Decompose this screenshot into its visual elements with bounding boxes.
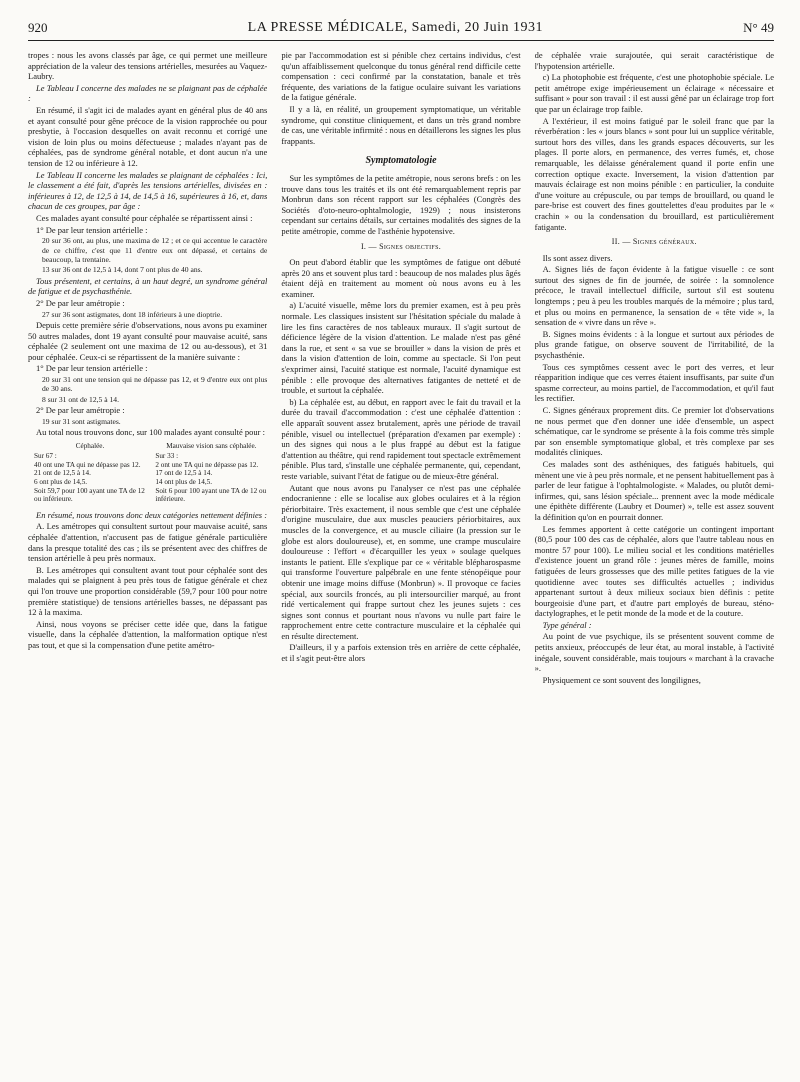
subsection-title: I. — Signes objectifs.	[360, 241, 442, 251]
paragraph: Au total nous trouvons donc, sur 100 malades ayant consulté pour :	[36, 427, 265, 438]
paragraph: 20 sur 31 ont une tension qui ne dépasse pas 12, et 9 d'entre eux ont plus de 30 ans.	[42, 374, 268, 394]
paragraph: 1° De par leur tension artérielle :	[36, 224, 148, 235]
column-2	[281, 50, 520, 1072]
page-header	[28, 16, 774, 41]
paragraph: A. Signes liés de façon évidente à la fatigue visuelle : ce sont surtout des signes de fin de journée, de soirée : la somnolence précoce, le travail intellectuel difficile, surtout s'il est soutenu longtemps ; peu à peu les troubles marqués de la mémoire ; plus tard, et plus ou moins en permanence, la sensation de « tête vide », la sensation de « vivre dans un rêve ».	[534, 264, 774, 328]
journal-title: LA PRESSE MÉDICALE, Samedi, 20 Juin 1931	[247, 20, 543, 35]
table-cell: Sur 33 : 2 ont une TA qui ne dépasse pas 12. 17 ont de 12,5 à 14. 14 ont plus de 14,5. Soit 6 pour 100 ayant une TA de 12 ou inférieure.	[155, 452, 267, 504]
paragraph: c) La photophobie est fréquente, c'est une photophobie spéciale. Le petit amétrope exige impérieusement un éclairage « nécessaire et suffisant » pour son travail : il est aussi gêné par un éclairage trop fort que par un éclairage trop faible.	[534, 72, 774, 114]
summary-table	[34, 442, 267, 504]
paragraph: 2° De par leur amétropie :	[36, 297, 125, 308]
paragraph: C. Signes généraux proprement dits. Ce premier lot d'observations ne nous permet que d'en donner une idée d'ensemble, un aspect schématique, car le syndrome se présente à la fois comme très simple par son ensemble symptomatique global, et très complexe par ses modalités cliniques.	[534, 405, 774, 458]
article-columns	[28, 50, 774, 1072]
paragraph: Le Tableau I concerne des malades ne se plaignant pas de céphalée :	[28, 82, 268, 104]
paragraph: 8 sur 31 ont de 12,5 à 14.	[42, 394, 119, 404]
paragraph: Sur les symptômes de la petite amétropie, nous serons brefs : on les trouve dans tous les traités et ils ont été remarquablement repris par Monbrun dans son récent rapport sur les céphalées (Congrès des Sociétés d'oto-neuro-ophtalmologie, 1929) ; nous insisterons cependant sur certains détails, sur certaines modalités des signes de la petite amétropie, comme de l'asthénie hypotensive.	[281, 172, 521, 236]
paragraph: B. Les amétropes qui consultent avant tout pour céphalée sont des malades qui se plaignent à peu près tous de fatigue générale et chez qui l'on trouve une proportion considérable (59,7 pour 100 pour notre première statistique) de tensions artérielles basses, ne dépassant pas 12 à la maxima.	[28, 564, 268, 618]
table-col-cephalee	[34, 442, 146, 504]
paragraph: Type général :	[542, 619, 592, 630]
paragraph: On peut d'abord établir que les symptômes de fatigue ont débuté après 20 ans et souvent plus tard : beaucoup de nos malades plus âgés étaient déjà en traitement au moment où nous avons eu à les examiner.	[281, 257, 521, 299]
paragraph: Depuis cette première série d'observations, nous avons pu examiner 50 autres malades, dont 19 ayant consulté pour mauvaise acuité, sans céphalée (2 seulement ont une maxima de 12 ou au-dessous), et 31 pour céphalée. Ceux-ci se répartissent de la manière suivante :	[28, 319, 268, 362]
page-number: 920	[28, 20, 48, 35]
paragraph: A l'extérieur, il est moins fatigué par le soleil franc que par la réverbération : les « jours blancs » sont pour lui un supplice véritable, surtout hors des villes, dans les grands espaces découverts, sur les plages. Il porte alors, en permanence, des verres fumés, et, chose remarquable, les délaisse généralement quand il porte enfin une correction optique exacte. Inversement, la vision d'attention par mauvais éclairage est non moins pénible : en particulier, la conduite d'une voiture au crépuscule, ou par temps de brouillard, ou quand le pare-brise est couvert des fines gouttelettes d'eau produites par le « crachin » ou la condensation du brouillard, est particulièrement fatigante.	[534, 115, 774, 232]
column-1	[28, 50, 267, 1072]
table-col-vision	[155, 442, 267, 504]
issue-number: N° 49	[743, 20, 774, 35]
section-title: Symptomatologie	[365, 155, 437, 167]
paragraph: Le Tableau II concerne les malades se plaignant de céphalées : Ici, le classement a été fait, d'après les tensions artérielles, divisées en : inférieures à 12, de 12,5 à 14, de 14,5 à 16, supérieures à 16, et, dans chacun de ces groupes, par âge :	[28, 169, 268, 212]
paragraph: pie par l'accommodation est si pénible chez certains individus, c'est qu'un affaiblissement quelconque du tonus général rend difficile cette compensation : ceci confirmé par la constatation, banale et très fréquente, des variations de la fatigue oculaire suivant les variations de la fatigue générale.	[281, 50, 521, 103]
table-head: Mauvaise vision sans céphalée.	[166, 441, 257, 450]
paragraph: Ces malades sont des asthéniques, des fatigués habituels, qui mènent une vie à peu près normale, et ne pensent habituellement pas à parler de leur fatigue à l'ophtalmologiste. « Malades, ou plutôt demi-infirmes, qui, sans lésion spéciale... prennent avec la mode médicale une épithète différente (Laubry et Doumer) », telle est assez souvent la définition qu'on en pourrait donner.	[534, 458, 774, 522]
paragraph: Ils sont assez divers.	[542, 252, 613, 263]
paragraph: En résumé, nous trouvons donc deux catégories nettement définies :	[36, 509, 268, 520]
paragraph: Il y a là, en réalité, un groupement symptomatique, un véritable syndrome, qui constitue cliniquement, et dans un très grand nombre de cas, une véritable infirmité : nous en détaillerons les signes les plus frappants.	[281, 103, 521, 146]
subsection-title: II. — Signes généraux.	[611, 237, 697, 247]
paragraph: Ces malades ayant consulté pour céphalée se répartissent ainsi :	[36, 212, 253, 223]
paragraph: 20 sur 36 ont, au plus, une maxima de 12 ; et ce qui accentue le caractère de ce chiffre, c'est que 11 d'entre eux ont dépassé, et certains de beaucoup, la trentaine.	[42, 236, 268, 264]
paragraph: Tous présentent, et certains, à un haut degré, un syndrome général de fatigue et de psychasthénie.	[28, 275, 268, 297]
paragraph: b) La céphalée est, au début, en rapport avec le fait du travail et la durée du travail d'accommodation : c'est une céphalée d'attention : elle apparaît souvent assez brutalement, après une période de travail pénible, visuel ou intellectuel (préparation d'examen par exemple) : un des signes qui nous a le plus frappé au début est la fatigue d'attention au théâtre, qui rend rapidement tout spectacle extrêmement pénible. Plus tard, s'installe une céphalée permanente, qui, cependant, reste variable, suivant l'état de fatigue ou de mieux-être général.	[281, 396, 521, 481]
paragraph: de céphalée vraie surajoutée, qui serait caractéristique de l'hypotension artérielle.	[534, 50, 774, 71]
paragraph: Tous ces symptômes cessent avec le port des verres, et leur réapparition indique que ces verres étaient insuffisants, par suite d'un spasme correcteur, au moins partiel, de l'accommodation, et qu'il faut les rectifier.	[534, 361, 774, 404]
paragraph: A. Les amétropes qui consultent surtout pour mauvaise acuité, sans céphalée d'attention, n'accusent pas de fatigue générale particulière dans la presque totalité des cas ; ils se présentent avec des chiffres de tension artérielle à peu près normaux.	[28, 521, 268, 564]
table-head: Céphalée.	[75, 441, 105, 450]
paragraph: Physiquement ce sont souvent des longilignes,	[542, 674, 701, 685]
table-cell: Sur 67 : 40 ont une TA qui ne dépasse pas 12. 21 ont de 12,5 à 14. 6 ont plus de 14,5. Soit 59,7 pour 100 ayant une TA de 12 ou inférieure.	[34, 452, 145, 504]
paragraph: 1° De par leur tension artérielle :	[36, 363, 148, 374]
paragraph: En résumé, il s'agit ici de malades ayant en général plus de 40 ans et ayant consulté pour gêne précoce de la vision rapprochée ou pour presbytie, à l'occasion desquelles on avait reconnu et corrigé une vision de loin plus ou moins défectueuse ; malades n'ayant pas de céphalées, pas de syndrome général notable, et dont aucun n'a une tension de 12 ou inférieure à 12.	[28, 104, 268, 168]
paragraph: Autant que nous avons pu l'analyser ce n'est pas une céphalée endocranienne : elle se localise aux globes oculaires et à la région périorbitaire. Très exactement, il nous semble que c'est une céphalée d'origine musculaire, due aux muscles peauciers périorbitaires, aux muscles de la convergence, et au muscle ciliaire (la pression sur le globe est alors douloureuse), et, en somme, une crampe musculaire douloureuse : l'effort « d'écarquiller les yeux » soulage quelques instants le patient. Elle s'explique par ce « véritable blépharospasme qui transforme l'ouverture palpébrale en une fente sténopéique pour obtenir une image moins diffuse (Monbrun) ». Il provoque ce facies spécial, aux sourcils froncés, au pli intersourcilier marqué, au front ridé verticalement qui frappe surtout chez les jeunes sujets : ces signes sont connus et pourtant nous n'avons vu nulle part faire le rapprochement entre cette contracture musculaire et la céphalée qui en résulte directement.	[281, 482, 521, 641]
paragraph: D'ailleurs, il y a parfois extension très en arrière de cette céphalée, et il s'agit peut-être alors	[281, 642, 521, 664]
paragraph: 19 sur 31 sont astigmates.	[42, 416, 121, 426]
column-3	[535, 50, 774, 1072]
paragraph: Ainsi, nous voyons se préciser cette idée que, dans la fatigue visuelle, dans la céphalée d'attention, la malformation optique n'est pas tout, et que si la compensation d'une petite amétro-	[28, 618, 268, 650]
paragraph: 27 sur 36 sont astigmates, dont 18 inférieurs à une dioptrie.	[42, 309, 223, 319]
paragraph: 2° De par leur amétropie :	[36, 405, 125, 416]
paragraph: Au point de vue psychique, ils se présentent souvent comme de petits anxieux, préoccupés de leur état, au moral instable, à l'activité inégale, souvent considérable, mais toujours « marchant à la cravache ».	[534, 631, 774, 674]
paragraph: 13 sur 36 ont de 12,5 à 14, dont 7 ont plus de 40 ans.	[42, 265, 203, 275]
paragraph: tropes : nous les avons classés par âge, ce qui permet une meilleure appréciation de la valeur des tensions artérielles, mesurées au Vaquez-Laubry.	[28, 50, 268, 82]
paragraph: Les femmes apportent à cette catégorie un contingent important (80,5 pour 100 des cas de céphalée, alors que l'autre tableau nous en montre 57 pour 100). Le milieu social et les conditions matérielles d'existence jouent un grand rôle : jeunes mères de famille, moins fatiguées de leurs grossesses que des mille petites fatigues de la vie quotidienne avec toutes ses difficultés actuelles ; individus appartenant surtout à deux milieux sociaux bien définis : petite bourgeoisie d'une part, et d'autre part employés de bureau, sténo-dactylographes, et le petit monde de la mode et de la couture.	[534, 523, 774, 619]
paragraph: a) L'acuité visuelle, même lors du premier examen, est à peu près normale. Les classiques insistent sur l'hésitation spéciale du malade à lire les fins caractères de nos tableaux muraux. Il s'agit surtout de déficience légère de la vision d'attention. Le malade n'est pas gêné dans la rue, et sent « sa vue se brouiller » dans la vision de près et dans la vision d'attention de loin, comme au spectacle. Si l'on peut s'exprimer ainsi, l'acuité statique est normale, l'acuité dynamique est pénible : elle provoque des alternatives fatigantes de netteté et de trouble, et surtout la céphalée.	[281, 300, 521, 396]
paragraph: B. Signes moins évidents : à la longue et surtout aux périodes de plus grande fatigue, on observe souvent de l'irritabilité, de la psychasthénie.	[534, 328, 774, 361]
